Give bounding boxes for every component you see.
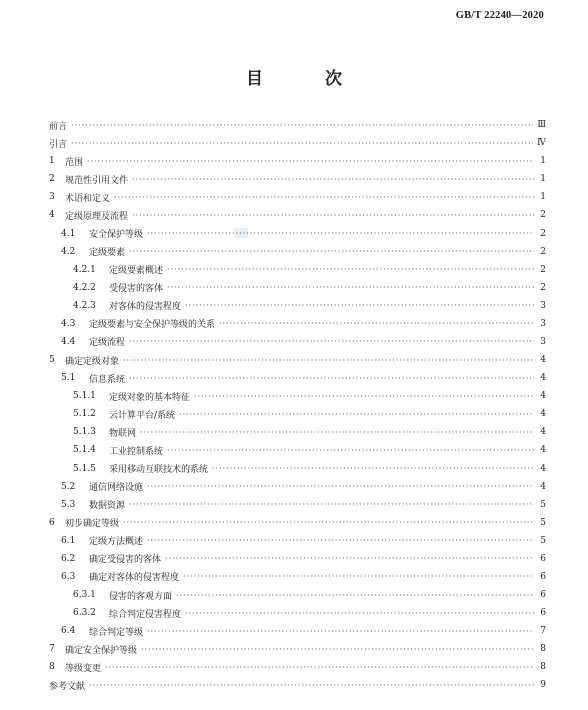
toc-entry[interactable] bbox=[49, 170, 546, 188]
toc-entry[interactable] bbox=[49, 224, 546, 242]
toc-entry-label: 定级对象的基本特征 bbox=[109, 392, 191, 403]
toc-entry[interactable] bbox=[49, 604, 546, 622]
toc-entry[interactable] bbox=[49, 387, 546, 405]
toc-leader-dots bbox=[167, 265, 534, 274]
toc-leader-dots bbox=[185, 301, 534, 310]
toc-entry-label: 等级变更 bbox=[65, 663, 102, 674]
toc-entry[interactable] bbox=[49, 441, 546, 459]
toc-entry-number: 3 bbox=[49, 192, 55, 203]
toc-entry-page: 2 bbox=[540, 210, 546, 221]
toc-entry-label: 引言 bbox=[49, 139, 68, 150]
toc-entry-page: 4 bbox=[540, 355, 546, 366]
toc-entry-label: 确定受侵害的客体 bbox=[89, 555, 162, 566]
toc-entry-label: 通信网络设施 bbox=[89, 483, 144, 494]
toc-entry-number: 5.1 bbox=[61, 373, 76, 384]
toc-entry-number: 5.1.2 bbox=[73, 409, 96, 420]
toc-leader-dots bbox=[167, 283, 534, 292]
toc-entry[interactable] bbox=[49, 658, 546, 676]
toc-entry-label: 确定对客体的侵害程度 bbox=[89, 573, 180, 584]
toc-leader-dots bbox=[87, 157, 534, 166]
toc-entry-number: 5.1.3 bbox=[73, 427, 96, 438]
toc-entry-page: 4 bbox=[540, 373, 546, 384]
toc-leader-dots bbox=[183, 572, 534, 581]
toc-entry-page: 2 bbox=[540, 282, 546, 293]
toc-leader-dots bbox=[71, 121, 533, 130]
toc-entry-page: 6 bbox=[540, 608, 546, 619]
toc-entry-number: 4.2.1 bbox=[73, 264, 96, 275]
toc-entry-page: 5 bbox=[540, 535, 546, 546]
toc-entry[interactable] bbox=[49, 369, 546, 387]
toc-entry-label: 定级要素 bbox=[89, 248, 126, 259]
toc-leader-dots bbox=[89, 681, 534, 690]
toc-entry-page: 2 bbox=[540, 264, 546, 275]
toc-entry[interactable] bbox=[49, 315, 546, 333]
toc-leader-dots bbox=[132, 211, 534, 220]
toc-entry-number: 4.3 bbox=[61, 318, 76, 329]
toc-entry[interactable] bbox=[49, 622, 546, 640]
toc-entry-page: 5 bbox=[540, 517, 546, 528]
toc-entry-label: 综合判定侵害程度 bbox=[109, 609, 182, 620]
toc-entry-label: 定级原理及流程 bbox=[65, 211, 129, 222]
toc-entry[interactable] bbox=[49, 206, 546, 224]
toc-entry[interactable] bbox=[49, 297, 546, 315]
toc-entry-number: 5 bbox=[49, 355, 55, 366]
standard-code: GB/T 22240—2020 bbox=[455, 10, 544, 21]
toc-entry-number: 6.1 bbox=[61, 535, 76, 546]
toc-leader-dots bbox=[179, 410, 534, 419]
toc-entry[interactable] bbox=[49, 478, 546, 496]
toc-entry[interactable] bbox=[49, 188, 546, 206]
toc-entry[interactable] bbox=[49, 514, 546, 532]
toc-leader-dots bbox=[114, 193, 534, 202]
toc-entry-label: 参考文献 bbox=[49, 681, 86, 692]
toc-entry-page: Ⅳ bbox=[537, 138, 546, 149]
toc-entry-number: 2 bbox=[49, 174, 55, 185]
toc-entry-label: 综合判定等级 bbox=[89, 627, 144, 638]
toc-entry-label: 信息系统 bbox=[89, 374, 126, 385]
toc-entry-page: 7 bbox=[540, 626, 546, 637]
toc-entry-label: 范围 bbox=[65, 157, 84, 168]
toc-entry-label: 侵害的客观方面 bbox=[109, 591, 173, 602]
toc-leader-dots bbox=[219, 319, 534, 328]
toc-entry-number: 6.3.1 bbox=[73, 590, 96, 601]
toc-entry-page: 4 bbox=[540, 427, 546, 438]
toc-entry-page: 2 bbox=[540, 228, 546, 239]
toc-entry-number: 6.3.2 bbox=[73, 608, 96, 619]
toc-entry-page: 4 bbox=[540, 391, 546, 402]
toc-entry-label: 确定定级对象 bbox=[65, 356, 120, 367]
toc-entry-number: 5.2 bbox=[61, 481, 76, 492]
toc-entry-page: 6 bbox=[540, 590, 546, 601]
toc-entry-number: 4.4 bbox=[61, 336, 76, 347]
toc-entry-label: 定级要素概述 bbox=[109, 266, 164, 277]
toc-entry-page: 3 bbox=[540, 300, 546, 311]
toc-entry-page: 1 bbox=[540, 156, 546, 167]
toc-entry-label: 术语和定义 bbox=[65, 193, 111, 204]
toc-leader-dots bbox=[129, 500, 534, 509]
toc-entry-page: 5 bbox=[540, 499, 546, 510]
toc-entry[interactable] bbox=[49, 496, 546, 514]
toc-entry-label: 受侵害的客体 bbox=[109, 284, 164, 295]
toc-entry[interactable] bbox=[49, 279, 546, 297]
toc-entry-page: 4 bbox=[540, 445, 546, 456]
toc-entry-number: 4.1 bbox=[61, 228, 76, 239]
toc-entry-label: 规范性引用文件 bbox=[65, 175, 129, 186]
toc-entry[interactable] bbox=[49, 550, 546, 568]
toc-entry-label: 采用移动互联技术的系统 bbox=[109, 465, 209, 476]
page-title: 目 次 bbox=[246, 69, 370, 89]
toc-entry[interactable] bbox=[49, 640, 546, 658]
toc-entry-number: 8 bbox=[49, 662, 55, 673]
toc-entry-number: 1 bbox=[49, 156, 55, 167]
toc-leader-dots bbox=[123, 356, 534, 365]
toc-entry[interactable] bbox=[49, 405, 546, 423]
toc-leader-dots bbox=[140, 428, 534, 437]
toc-leader-dots bbox=[132, 175, 534, 184]
toc-leader-dots bbox=[129, 337, 534, 346]
toc-entry-label: 定级流程 bbox=[89, 338, 126, 349]
toc-entry-page: 8 bbox=[540, 662, 546, 673]
toc-entry-page: 4 bbox=[540, 481, 546, 492]
toc-entry[interactable] bbox=[49, 351, 546, 369]
toc-leader-dots bbox=[147, 627, 534, 636]
toc-entry-number: 7 bbox=[49, 644, 55, 655]
toc-entry-number: 6.2 bbox=[61, 553, 76, 564]
toc-leader-dots bbox=[176, 591, 534, 600]
toc-entry-number: 5.1.1 bbox=[73, 391, 96, 402]
toc-entry[interactable] bbox=[49, 116, 546, 134]
toc-leader-dots bbox=[71, 139, 533, 148]
toc-leader-dots bbox=[185, 609, 534, 618]
toc-leader-dots bbox=[141, 645, 534, 654]
toc-entry-page: 3 bbox=[540, 336, 546, 347]
toc-entry-number: 6.3 bbox=[61, 571, 76, 582]
toc-entry-page: 3 bbox=[540, 318, 546, 329]
toc-entry[interactable] bbox=[49, 532, 546, 550]
toc-entry-page: 9 bbox=[540, 680, 546, 691]
toc-leader-dots bbox=[147, 482, 534, 491]
toc-entry[interactable] bbox=[49, 459, 546, 477]
toc-entry[interactable] bbox=[49, 333, 546, 351]
toc-entry-number: 4.2 bbox=[61, 246, 76, 257]
toc-entry-number: 4.2.3 bbox=[73, 300, 96, 311]
table-of-contents bbox=[49, 116, 546, 695]
toc-entry-page: 8 bbox=[540, 644, 546, 655]
toc-entry-number: 6 bbox=[49, 517, 55, 528]
toc-leader-dots bbox=[129, 374, 534, 383]
toc-entry-number: 4 bbox=[49, 210, 55, 221]
toc-entry[interactable] bbox=[49, 261, 546, 279]
toc-entry-label: 定级方法概述 bbox=[89, 537, 144, 548]
toc-entry[interactable] bbox=[49, 243, 546, 261]
toc-entry[interactable] bbox=[49, 676, 546, 694]
toc-entry-label: 工业控制系统 bbox=[109, 446, 164, 457]
toc-entry-number: 6.4 bbox=[61, 626, 76, 637]
toc-leader-dots bbox=[194, 392, 534, 401]
toc-entry-label: 确定安全保护等级 bbox=[65, 645, 138, 656]
toc-entry[interactable] bbox=[49, 134, 546, 152]
toc-entry-page: Ⅲ bbox=[537, 120, 546, 131]
toc-entry-label: 初步确定等级 bbox=[65, 519, 120, 530]
toc-entry-number: 4.2.2 bbox=[73, 282, 96, 293]
toc-entry-label: 云计算平台/系统 bbox=[109, 410, 176, 421]
toc-leader-dots bbox=[212, 464, 534, 473]
toc-entry-label: 安全保护等级 bbox=[89, 230, 144, 240]
toc-entry-page: 4 bbox=[540, 409, 546, 420]
toc-entry-number: 5.3 bbox=[61, 499, 76, 510]
toc-entry[interactable] bbox=[49, 568, 546, 586]
toc-entry-label: 数据资源 bbox=[89, 501, 126, 512]
toc-entry-page: 1 bbox=[540, 192, 546, 203]
toc-entry-page: 4 bbox=[540, 463, 546, 474]
toc-entry[interactable] bbox=[49, 586, 546, 604]
toc-leader-dots bbox=[165, 554, 534, 563]
toc-entry-label: 物联网 bbox=[109, 428, 137, 439]
toc-leader-dots bbox=[123, 518, 534, 527]
toc-entry-page: 6 bbox=[540, 571, 546, 582]
toc-entry-page: 2 bbox=[540, 246, 546, 257]
toc-entry-label: 定级要素与安全保护等级的关系 bbox=[89, 320, 216, 331]
toc-leader-dots bbox=[167, 446, 534, 455]
toc-leader-dots bbox=[147, 229, 534, 238]
toc-entry[interactable] bbox=[49, 152, 546, 170]
toc-entry-label: 对客体的侵害程度 bbox=[109, 302, 182, 313]
toc-leader-dots bbox=[129, 247, 534, 256]
toc-entry-number: 5.1.4 bbox=[73, 445, 96, 456]
toc-entry-number: 5.1.5 bbox=[73, 463, 96, 474]
toc-leader-dots bbox=[147, 536, 534, 545]
toc-entry-page: 1 bbox=[540, 174, 546, 185]
toc-entry-label: 前言 bbox=[49, 121, 68, 132]
toc-leader-dots bbox=[105, 663, 534, 672]
toc-entry[interactable] bbox=[49, 423, 546, 441]
toc-entry-page: 6 bbox=[540, 553, 546, 564]
